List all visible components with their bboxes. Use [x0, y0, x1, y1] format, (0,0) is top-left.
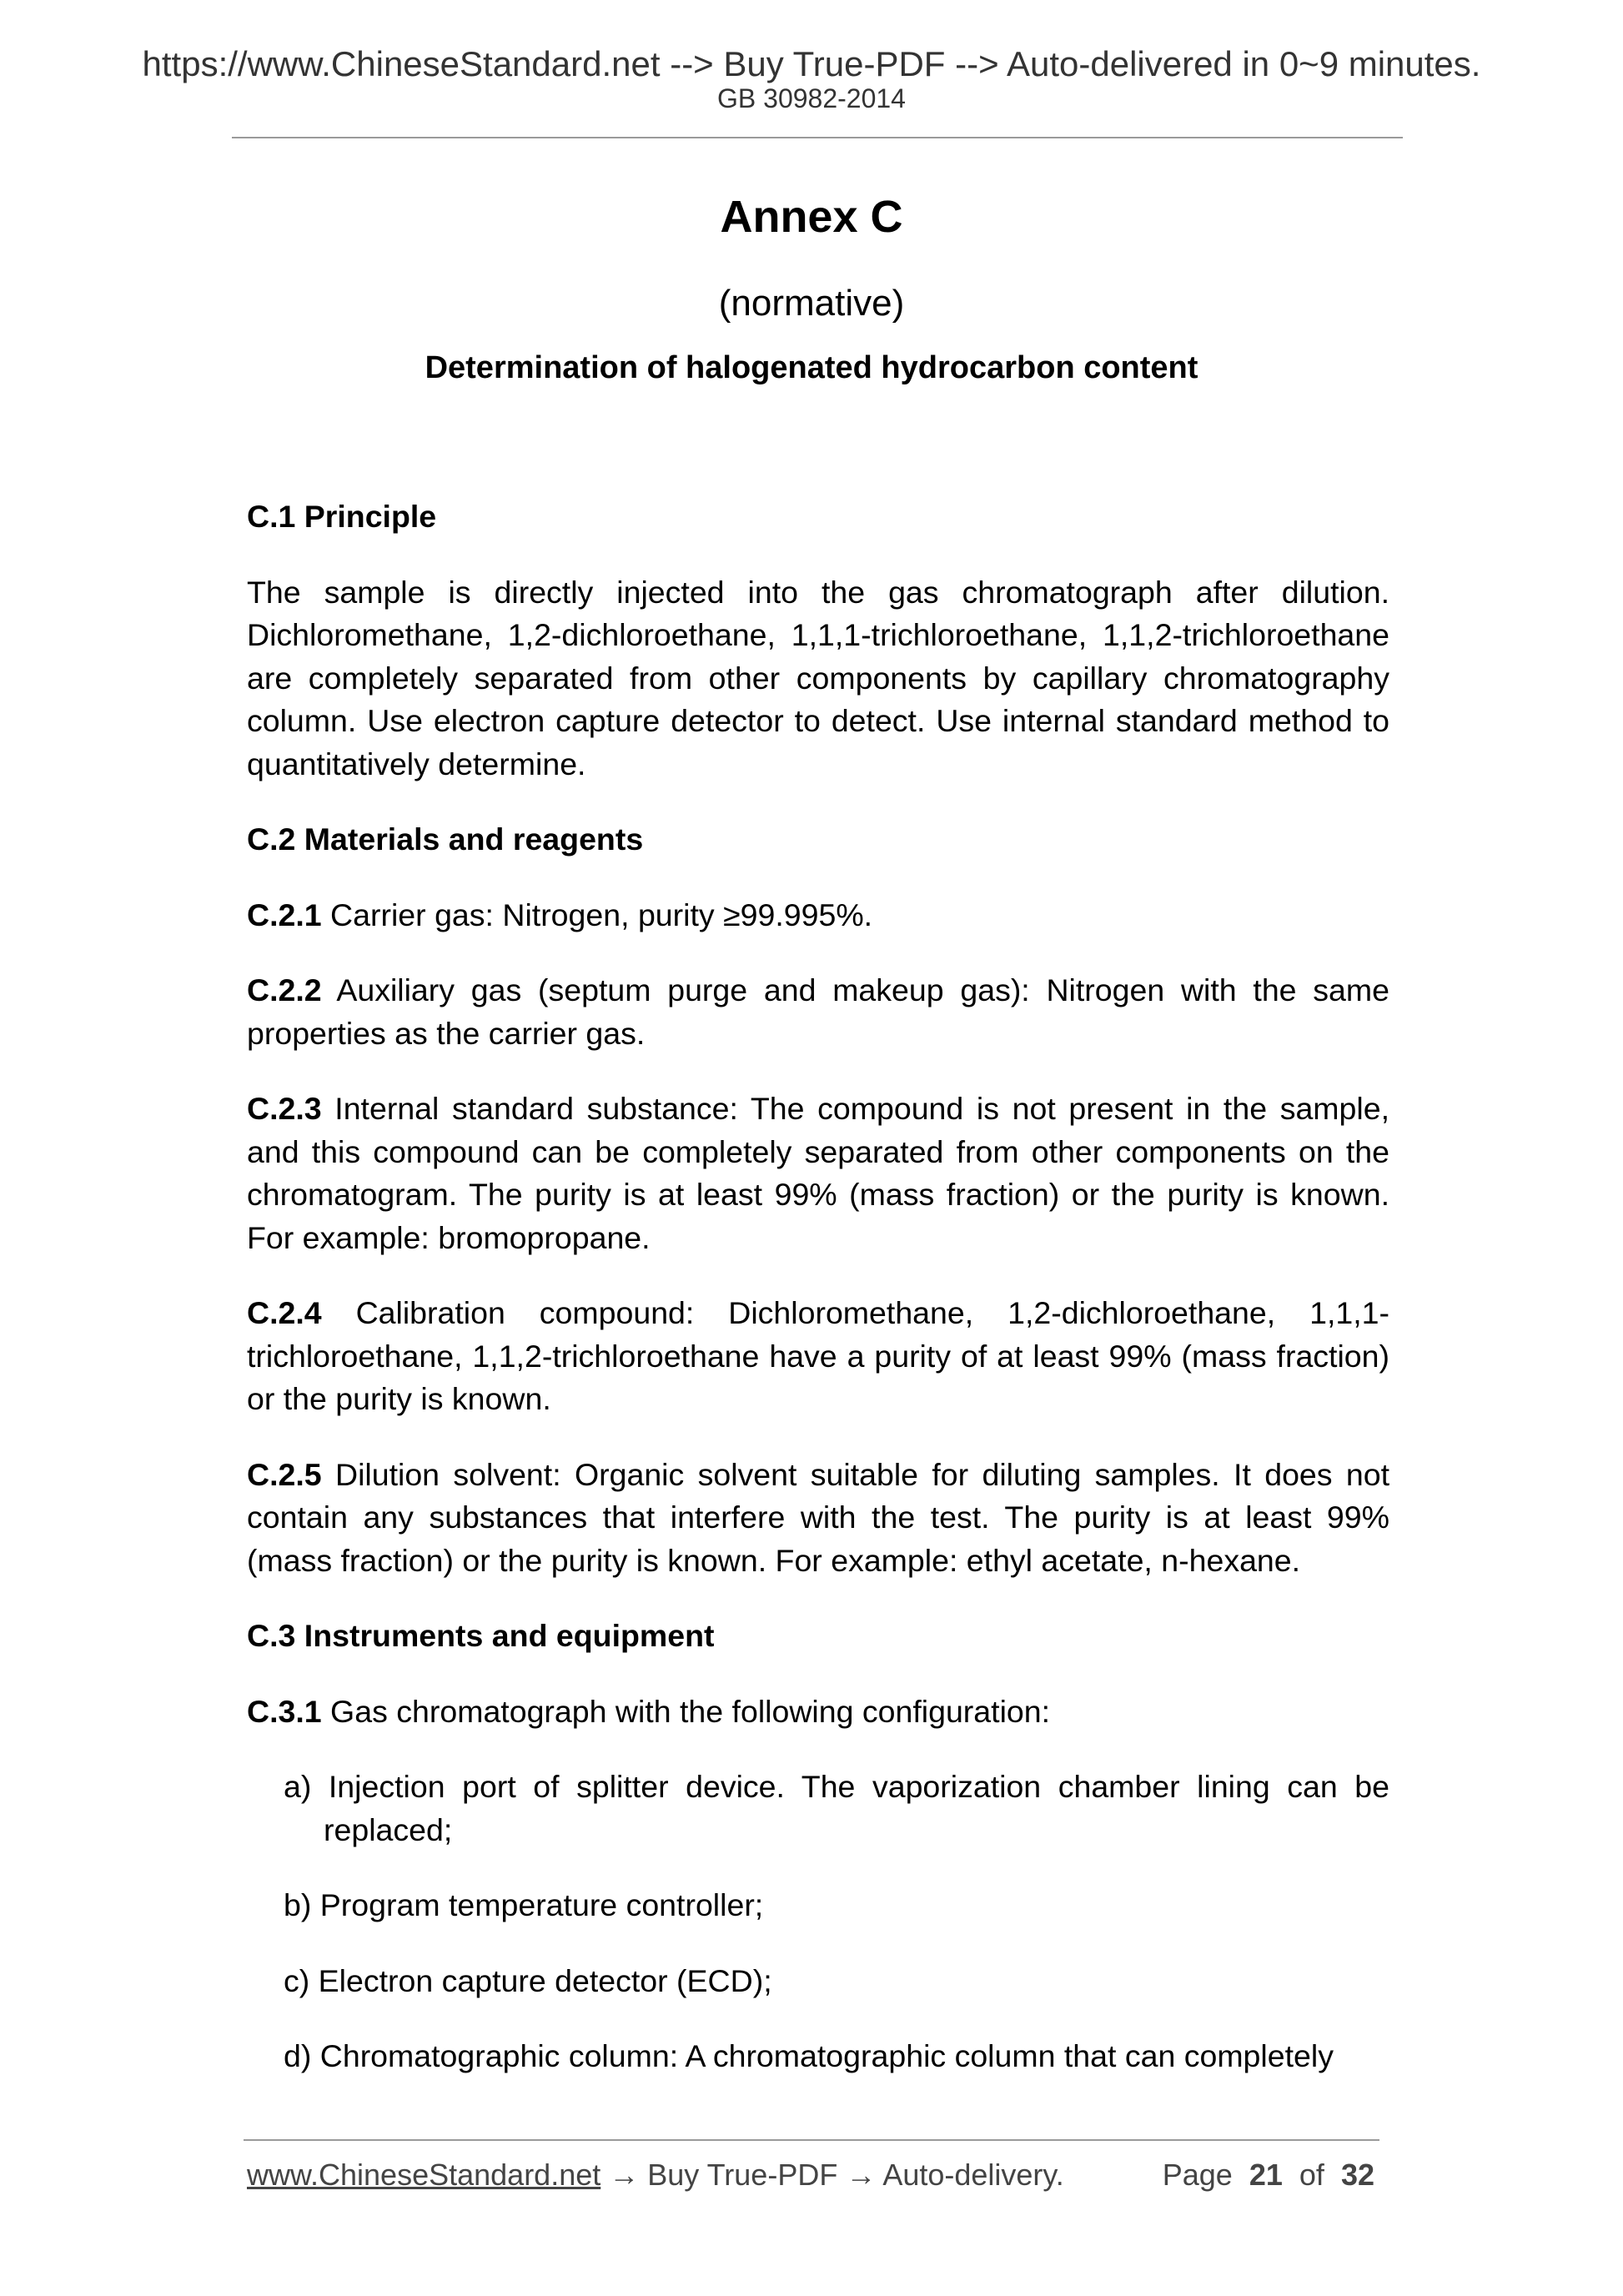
clause-text: Internal standard substance: The compound is not present in the sample, and this compound can be completely separated from other components on the chromatogram. The purity is at least 99% (mass fraction) or the purity is known. For example: bromopropane. [247, 1091, 1389, 1255]
clause-c2-2 [247, 969, 1389, 1055]
page-number: Page 21 of 32 [1162, 2158, 1374, 2192]
annex-type: (normative) [718, 283, 905, 324]
list-item: a) Injection port of splitter device. The vaporization chamber lining can be replaced; [284, 1769, 1389, 1847]
footer-tagline: → Buy True-PDF → Auto-delivery. [600, 2158, 1064, 2192]
clause-text: Carrier gas: Nitrogen, purity ≥99.995%. [321, 897, 873, 932]
clause-text: Auxiliary gas (septum purge and makeup gas): Nitrogen with the same properties as the carrier gas. [247, 972, 1389, 1051]
header-divider [232, 137, 1403, 138]
annex-title: Annex C [720, 192, 903, 242]
section-heading-c2: C.2 Materials and reagents [247, 821, 644, 857]
configuration-list [247, 1766, 1389, 2078]
list-item: b) Program temperature controller; [284, 1887, 764, 1922]
clause-number: C.3.1 [247, 1693, 322, 1729]
list-item: d) Chromatographic column: A chromatographic column that can completely [284, 2038, 1334, 2073]
annex-subtitle: Determination of halogenated hydrocarbon content [425, 350, 1198, 385]
document-id: GB 30982-2014 [717, 83, 906, 113]
section-heading-c1: C.1 Principle [247, 499, 437, 534]
footer-website-link[interactable]: www.ChineseStandard.net [247, 2158, 601, 2192]
page-footer [247, 2157, 1381, 2193]
top-banner[interactable]: https://www.ChineseStandard.net --> Buy True-PDF --> Auto-delivered in 0~9 minutes. [142, 44, 1481, 83]
clause-c2-1 [247, 894, 1389, 937]
clause-number: C.2.3 [247, 1091, 322, 1126]
clause-text: Calibration compound: Dichloromethane, 1,2-dichloroethane, 1,1,1-trichloroethane, 1,1,2-trichloroethane have a purity of at least 99% (mass fraction) or the purity is known. [247, 1295, 1389, 1416]
clause-number: C.2.5 [247, 1456, 322, 1492]
clause-number: C.2.4 [247, 1295, 322, 1330]
clause-text: Gas chromatograph with the following configuration: [321, 1693, 1051, 1729]
section-text-c1: The sample is directly injected into the gas chromatograph after dilution. Dichloromethane, 1,2-dichloroethane, 1,1,1-trichloroethane, 1,1,2-trichloroethane are completely separated from other components by capillary chromatography column. Use electron capture detector to detect. Use internal standard method to quantitatively determine. [247, 574, 1389, 781]
clause-c2-3 [247, 1088, 1389, 1259]
clause-c3-1 [247, 1691, 1389, 1734]
list-item: c) Electron capture detector (ECD); [284, 1962, 772, 1998]
clause-text: Dilution solvent: Organic solvent suitable for diluting samples. It does not contain any substances that interfere with the test. The purity is at least 99% (mass fraction) or the purity is known. For example: ethyl acetate, n-hexane. [247, 1456, 1389, 1578]
clause-c2-4 [247, 1292, 1389, 1421]
footer-divider [244, 2139, 1379, 2141]
clause-c2-5 [247, 1454, 1389, 1583]
section-heading-c3: C.3 Instruments and equipment [247, 1618, 715, 1653]
clause-number: C.2.2 [247, 972, 322, 1007]
document-body [247, 495, 1389, 2111]
clause-number: C.2.1 [247, 897, 322, 932]
